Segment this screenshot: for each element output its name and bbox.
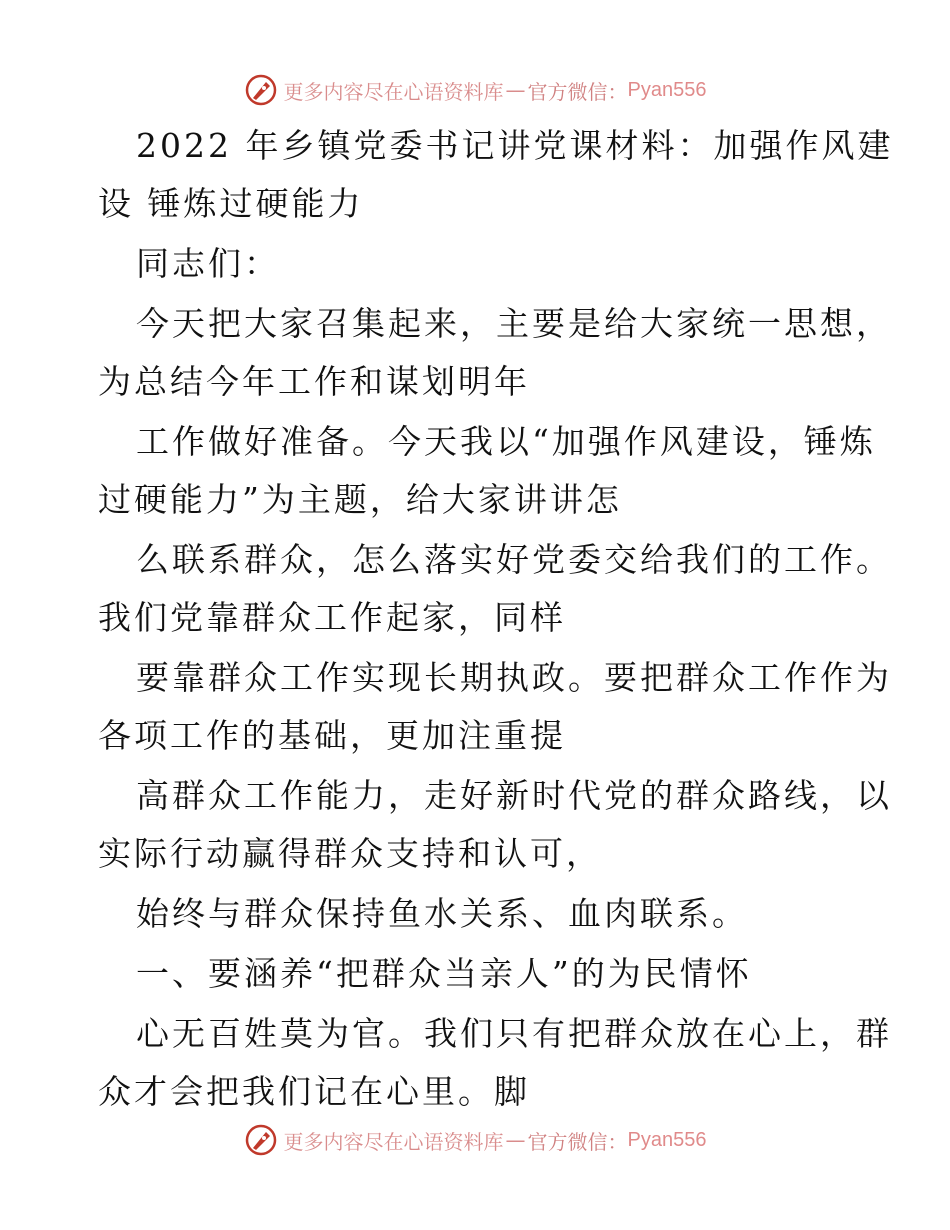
paragraph-line: 工作做好准备。今天我以“加强作风建设，锤炼 bbox=[136, 422, 876, 461]
document-body bbox=[98, 122, 894, 1128]
watermark-site-text: 更多内容尽在心语资料库 bbox=[283, 1129, 504, 1154]
watermark-dash: — bbox=[505, 1128, 526, 1152]
watermark-dash: — bbox=[505, 78, 526, 102]
watermark-label: 官方微信 bbox=[527, 1129, 608, 1154]
watermark-handle: Pyan556 bbox=[627, 1128, 707, 1151]
paragraph-line: 众才会把我们记在心里。脚 bbox=[98, 1072, 530, 1111]
document-title-line-2: 设 锤炼过硬能力 bbox=[98, 184, 364, 223]
paragraph-line: 始终与群众保持鱼水关系、血肉联系。 bbox=[136, 894, 748, 933]
document-title-line-1: 2022 年乡镇党委书记讲党课材料：加强作风建 bbox=[136, 126, 894, 165]
paragraph-line: 要靠群众工作实现长期执政。要把群众工作作为 bbox=[136, 658, 892, 697]
watermark-site-text: 更多内容尽在心语资料库 bbox=[283, 79, 504, 104]
paragraph-line: 高群众工作能力，走好新时代党的群众路线，以 bbox=[136, 776, 892, 815]
section-heading: 一、要涵养“把群众当亲人”的为民情怀 bbox=[136, 954, 752, 993]
watermark-handle: Pyan556 bbox=[627, 78, 707, 101]
paragraph-line: 为总结今年工作和谋划明年 bbox=[98, 362, 530, 401]
watermark-separator: ： bbox=[607, 1129, 628, 1154]
paragraph-line: 各项工作的基础，更加注重提 bbox=[98, 716, 566, 755]
paragraph-line: 我们党靠群众工作起家，同样 bbox=[98, 598, 566, 637]
pen-nib-logo-icon bbox=[244, 73, 278, 107]
paragraph-line: 么联系群众，怎么落实好党委交给我们的工作。 bbox=[136, 540, 892, 579]
paragraph-line: 心无百姓莫为官。我们只有把群众放在心上，群 bbox=[136, 1014, 892, 1053]
paragraph-line: 过硬能力”为主题，给大家讲讲怎 bbox=[98, 480, 622, 519]
paragraph-line: 实际行动赢得群众支持和认可， bbox=[98, 834, 602, 873]
pen-nib-logo-icon bbox=[244, 1123, 278, 1157]
watermark-label: 官方微信 bbox=[527, 79, 608, 104]
watermark-separator: ： bbox=[607, 79, 628, 104]
footer-watermark bbox=[0, 1120, 950, 1160]
paragraph-line: 同志们： bbox=[136, 244, 280, 283]
header-watermark bbox=[0, 70, 950, 110]
paragraph-line: 今天把大家召集起来，主要是给大家统一思想， bbox=[136, 304, 892, 343]
